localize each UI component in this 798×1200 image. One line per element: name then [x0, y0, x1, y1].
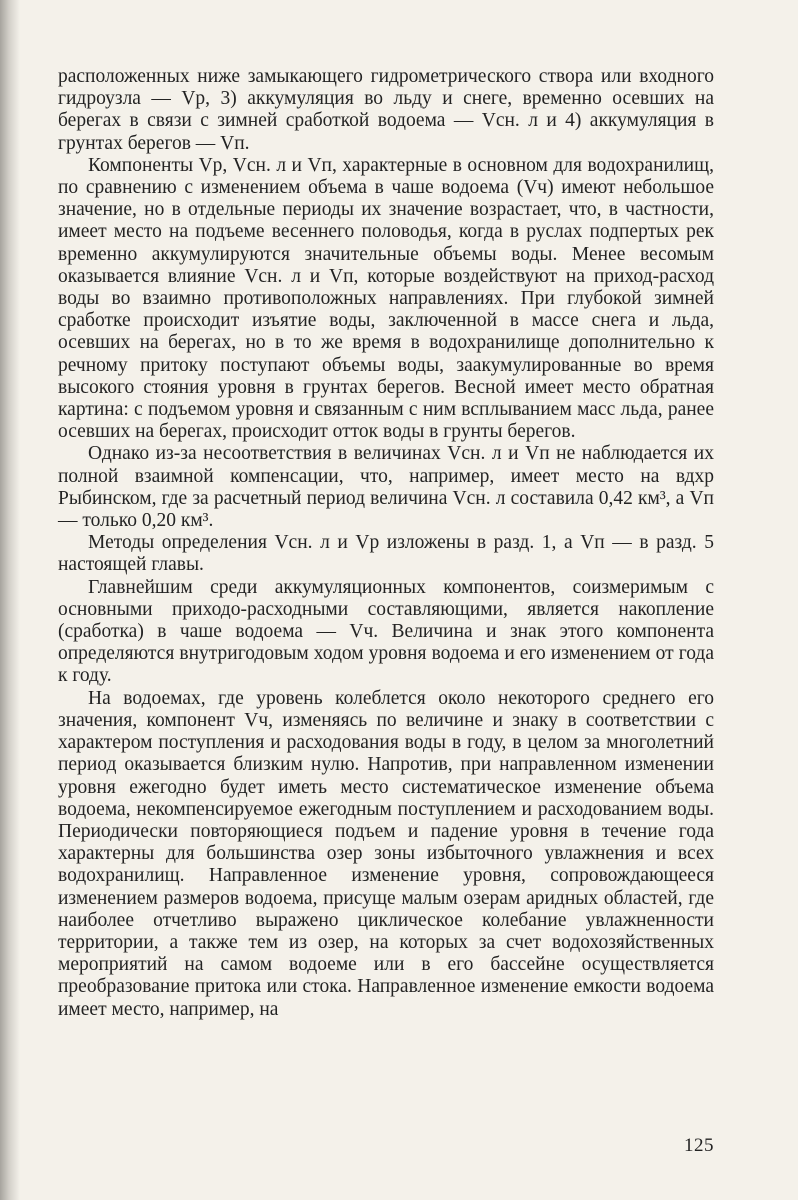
- paragraph: Компоненты Vр, Vсн. л и Vп, характерные в основном для водохранилищ, по сравнению с изменением объема в чаше водоема (Vч) имеют небольшое значение, но в отдельные периоды их значение возрастает, что, в частности, имеет место на подъеме весеннего половодья, когда в руслах подпертых рек временно аккумулируются значительные объемы воды. Менее весомым оказывается влияние Vсн. л и Vп, которые воздействуют на приход-расход воды во взаимно противоположных направлениях. При глубокой зимней сработке происходит изъятие воды, заключенной в массе снега и льда, осевших на берегах, но в то же время в водохранилище дополнительно к речному притоку поступают объемы воды, заакумулированные во время высокого стояния уровня в грунтах берегов. Весной имеет место обратная картина: с подъемом уровня и связанным с ним всплыванием масс льда, ранее осевших на берегах, происходит отток воды в грунты берегов.: [58, 154, 714, 443]
- page-number: 125: [684, 1135, 714, 1156]
- paragraph: расположенных ниже замыкающего гидрометрического створа или входного гидроузла — Vр, 3) аккумуляция во льду и снеге, временно осевших на берегах в связи с зимней сработкой водоема — Vсн. л и 4) аккумуляция в грунтах берегов — Vп.: [58, 66, 714, 154]
- paragraph: Главнейшим среди аккумуляционных компонентов, соизмеримым с основными приходо-расходными составляющими, является накопление (сработка) в чаше водоема — Vч. Величина и знак этого компонента определяются внутригодовым ходом уровня водоема и его изменением от года к году.: [58, 576, 714, 687]
- paragraph: Однако из-за несоответствия в величинах Vсн. л и Vп не наблюдается их полной взаимной компенсации, что, например, имеет место на вдхр Рыбинском, где за расчетный период величина Vсн. л составила 0,42 км³, а Vп — только 0,20 км³.: [58, 443, 714, 532]
- body-text: [58, 66, 714, 1021]
- page-binding-shadow: [0, 0, 20, 1200]
- paragraph: На водоемах, где уровень колеблется около некоторого среднего его значения, компонент Vч, изменяясь по величине и знаку в соответствии с характером поступления и расходования воды в году, в целом за многолетний период оказывается близким нулю. Напротив, при направленном изменении уровня ежегодно будет иметь место систематическое изменение объема водоема, некомпенсируемое ежегодным поступлением и расходованием воды. Периодически повторяющиеся подъем и падение уровня в течение года характерны для большинства озер зоны избыточного увлажнения и всех водохранилищ. Направленное изменение уровня, сопровождающееся изменением размеров водоема, присуще малым озерам аридных областей, где наиболее отчетливо выражено циклическое колебание увлажненности территории, а также тем из озер, на которых за счет водохозяйственных мероприятий на самом водоеме или в его бассейне осуществляется преобразование притока или стока. Направленное изменение емкости водоема имеет место, например, на: [58, 687, 714, 1020]
- paragraph: Методы определения Vсн. л и Vр изложены в разд. 1, а Vп — в разд. 5 настоящей главы.: [58, 532, 714, 576]
